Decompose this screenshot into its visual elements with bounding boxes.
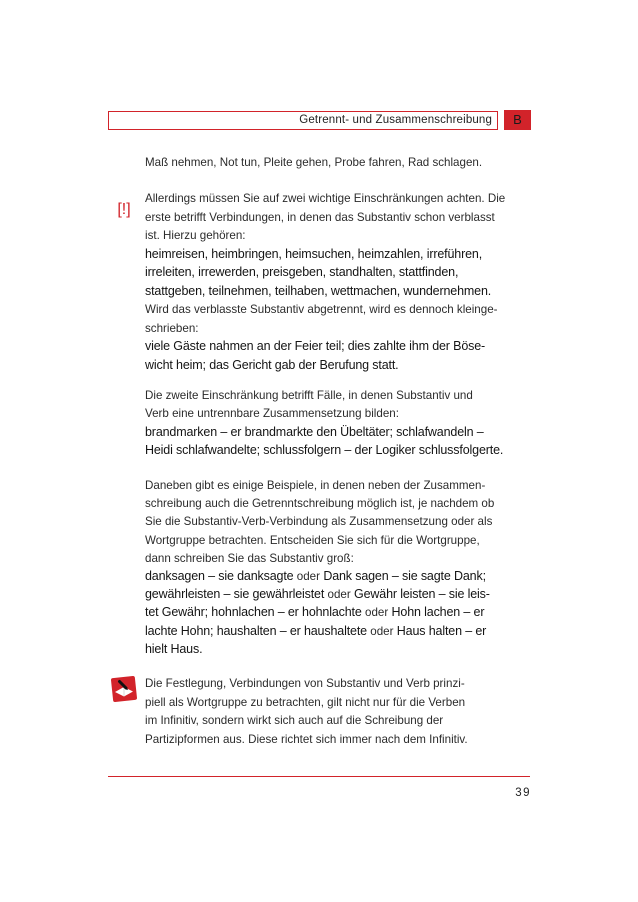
text-line [145, 531, 494, 549]
example-text: Hohn lachen – er [388, 605, 485, 620]
restriction-two-paragraph [145, 386, 503, 459]
text-line [145, 226, 505, 245]
explanation-text: dann schreiben Sie das Substantiv groß: [145, 551, 354, 565]
text-line [145, 337, 505, 356]
text-line [145, 640, 494, 658]
example-text: irreleiten, irrewerden, preisgeben, standhalten, stattfinden, [145, 265, 459, 280]
exclamation-bracket-icon: [!] [117, 201, 131, 218]
text-line [145, 476, 494, 494]
text-line [145, 693, 468, 712]
text-line [145, 386, 503, 404]
text-line [145, 208, 505, 227]
explanation-text: erste betrifft Verbindungen, in denen das Substantiv schon verblasst [145, 210, 495, 224]
text-line [145, 441, 503, 459]
text-line [145, 263, 505, 282]
explanation-text: Wortgruppe betrachten. Entscheiden Sie sich für die Wortgruppe, [145, 533, 480, 547]
text-line [145, 423, 503, 441]
explanation-text: Wird das verblasste Substantiv abgetrennt, wird es dennoch kleinge- [145, 303, 498, 317]
explanation-text: oder [365, 606, 389, 620]
restriction-one-paragraph [145, 189, 505, 374]
example-text: wicht heim; das Gericht gab der Berufung statt. [145, 357, 399, 372]
explanation-text: ist. Hierzu gehören: [145, 229, 246, 243]
text-line [145, 603, 494, 621]
explanation-text: Partizipformen aus. Diese richtet sich immer nach dem Infinitiv. [145, 733, 468, 747]
text-line [145, 567, 494, 585]
example-text: danksagen – sie danksagte [145, 568, 297, 583]
rule-note-paragraph [145, 674, 468, 749]
explanation-text: piell als Wortgruppe zu betrachten, gilt nicht nur für die Verben [145, 695, 466, 709]
explanation-text: Sie die Substantiv-Verb-Verbindung als Zusammensetzung oder als [145, 515, 493, 529]
text-line [145, 404, 503, 422]
example-text: Heidi schlafwandelte; schlussfolgern – der Logiker schlussfolgerte. [145, 442, 504, 457]
explanation-text: oder [296, 569, 320, 583]
text-line [145, 549, 494, 567]
page-number: 39 [515, 787, 531, 799]
text-line [145, 711, 468, 730]
example-text: heimreisen, heimbringen, heimsuchen, heimzahlen, irreführen, [145, 246, 483, 261]
text-line [145, 356, 505, 375]
example-text: viele Gäste nahmen an der Feier teil; dies zahlte ihm der Böse- [145, 339, 486, 354]
text-line [145, 730, 468, 749]
example-text: brandmarken – er brandmarkte den Übeltäter; schlafwandeln – [145, 424, 484, 439]
example-text: stattgeben, teilnehmen, teilhaben, wettmachen, wundernehmen. [145, 283, 492, 298]
explanation-text: Daneben gibt es einige Beispiele, in denen neben der Zusammen- [145, 479, 486, 492]
text-line [145, 512, 494, 530]
example-text: gewährleisten – sie gewährleistet [145, 587, 328, 602]
text-line [145, 245, 505, 264]
explanation-text: oder [327, 588, 351, 602]
example-text: Haus halten – er [393, 623, 487, 638]
text-line [145, 622, 494, 640]
running-header [108, 111, 498, 130]
intro-examples [145, 153, 482, 171]
text-line [145, 153, 482, 171]
chapter-title: Getrennt- und Zusammenschreibung [299, 114, 492, 126]
footer-rule [108, 776, 530, 777]
explanation-text: Die zweite Einschränkung betrifft Fälle, in denen Substantiv und [145, 389, 473, 402]
text-line [145, 189, 505, 208]
explanation-text: schreibung auch die Getrenntschreibung möglich ist, je nachdem ob [145, 497, 495, 511]
explanation-text: Allerdings müssen Sie auf zwei wichtige Einschränkungen achten. Die [145, 192, 506, 205]
optional-spelling-paragraph [145, 476, 494, 658]
example-text: lachte Hohn; haushalten – er haushaltete [145, 623, 371, 638]
example-text: tet Gewähr; hohnlachen – er hohnlachte [145, 605, 365, 620]
section-tab: B [504, 110, 531, 130]
example-text: Gewähr leisten – sie leis- [350, 587, 490, 602]
example-text: hielt Haus. [145, 641, 203, 656]
explanation-text: oder [370, 624, 394, 638]
text-line [145, 674, 468, 693]
text-line [145, 319, 505, 338]
example-text: Dank sagen – sie sagte Dank; [320, 568, 486, 583]
explanation-text: Maß nehmen, Not tun, Pleite gehen, Probe fahren, Rad schlagen. [145, 156, 483, 169]
explanation-text: Verb eine untrennbare Zusammensetzung bilden: [145, 407, 399, 421]
text-line [145, 300, 505, 319]
book-pen-icon [110, 675, 138, 703]
explanation-text: Die Festlegung, Verbindungen von Substantiv und Verb prinzi- [145, 677, 465, 690]
explanation-text: im Infinitiv, sondern wirkt sich auch auf die Schreibung der [145, 714, 444, 728]
text-line [145, 585, 494, 603]
text-line [145, 282, 505, 301]
explanation-text: schrieben: [145, 321, 199, 335]
text-line [145, 494, 494, 512]
